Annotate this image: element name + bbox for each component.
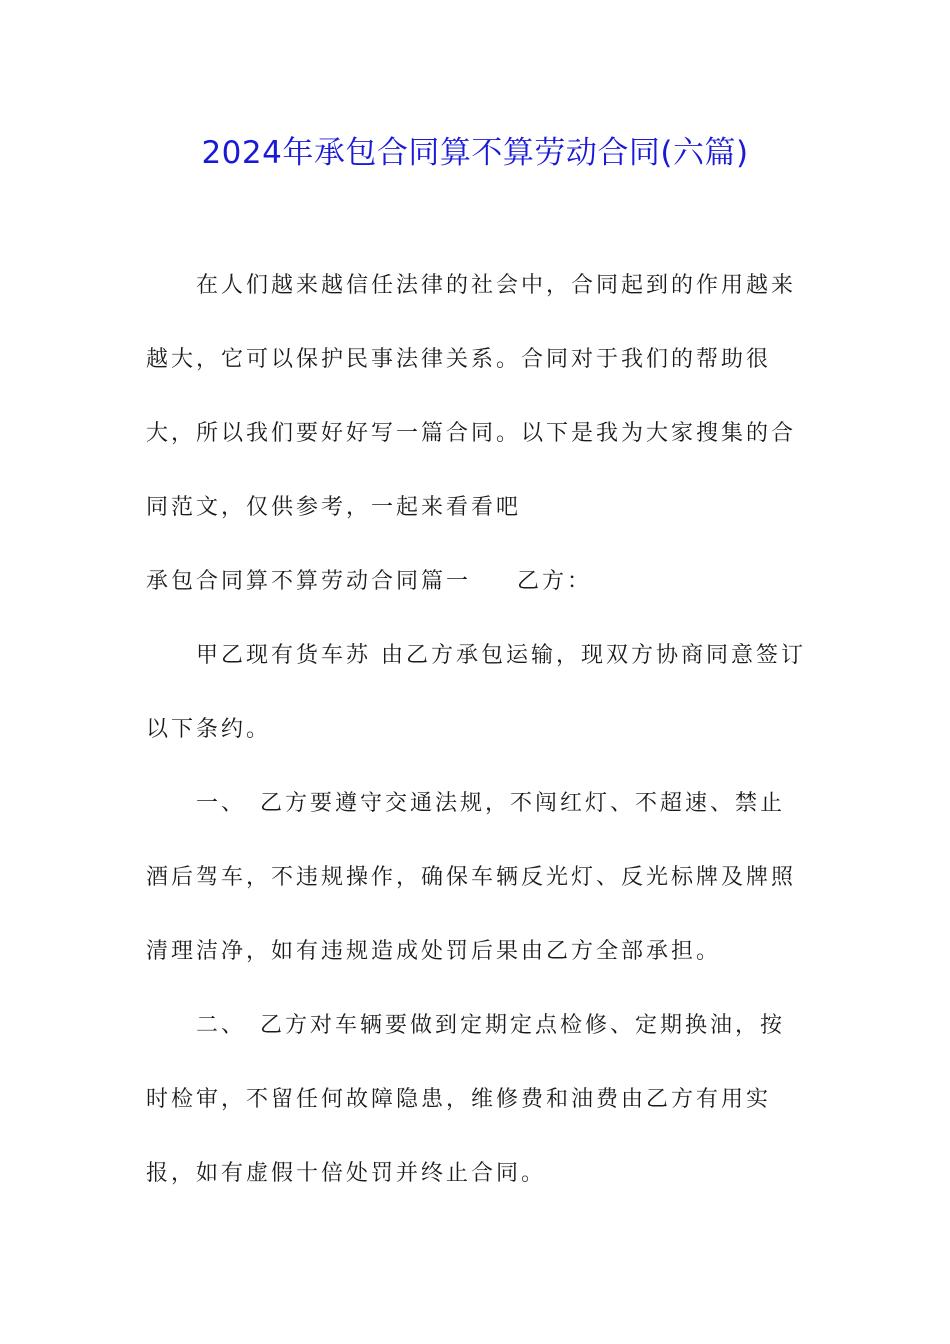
section-heading: 承包合同算不算劳动合同篇一 [146,569,472,594]
intro-paragraph: 在人们越来越信任法律的社会中，合同起到的作用越来越大，它可以保护民事法律关系。合同对于我们的帮助很大，所以我们要好好写一篇合同。以下是我为大家搜集的合同范文，仅供参考，一起来看看吧 [146,273,797,520]
clause-intro-paragraph: 甲乙现有货车苏 由乙方承包运输，现双方协商同意签订以下条约。 [146,643,806,742]
document-title: 2024年承包合同算不算劳动合同(六篇) [201,135,749,171]
clause-1-paragraph: 一、 乙方要遵守交通法规，不闯红灯、不超速、禁止酒后驾车，不违规操作，确保车辆反光灯、反光标牌及牌照清理洁净，如有违规造成处罚后果由乙方全部承担。 [146,791,797,964]
clause-2-paragraph: 二、 乙方对车辆要做到定期定点检修、定期换油，按时检审，不留任何故障隐患，维修费和油费由乙方有用实报，如有虚假十倍处罚并终止合同。 [146,1013,786,1186]
section-heading-line [146,545,806,619]
party-label: 乙方： [517,569,593,594]
